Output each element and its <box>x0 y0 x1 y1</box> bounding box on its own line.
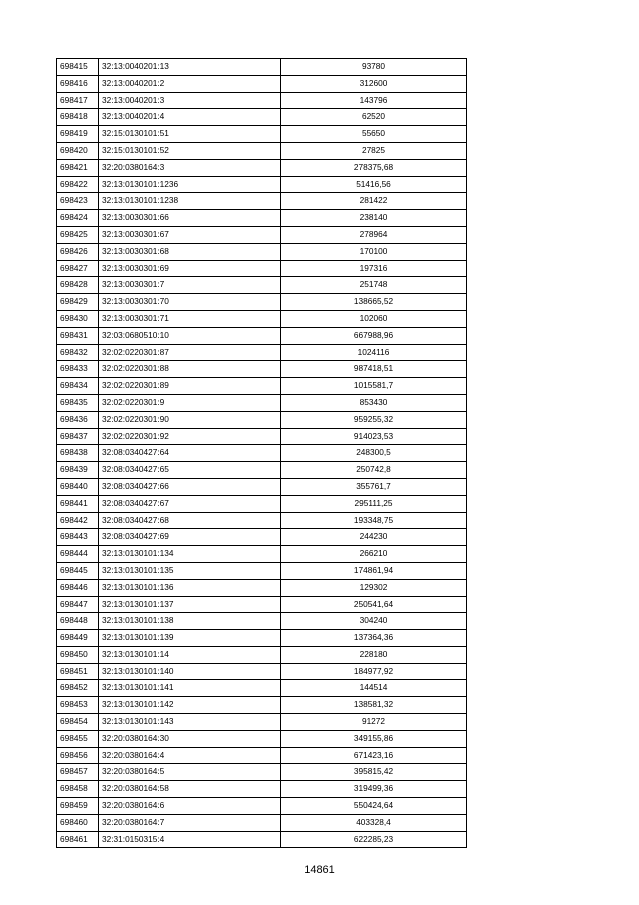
table-row <box>57 613 467 630</box>
row-id-cell: 698415 <box>57 59 99 76</box>
row-id-cell: 698418 <box>57 109 99 126</box>
table-row <box>57 462 467 479</box>
value-cell: 355761,7 <box>281 478 467 495</box>
value-cell: 27825 <box>281 142 467 159</box>
table-row <box>57 730 467 747</box>
value-cell: 193348,75 <box>281 512 467 529</box>
table-row <box>57 394 467 411</box>
value-cell: 312600 <box>281 75 467 92</box>
row-id-cell: 698428 <box>57 277 99 294</box>
value-cell: 987418,51 <box>281 361 467 378</box>
table-row <box>57 529 467 546</box>
value-cell: 278375,68 <box>281 159 467 176</box>
value-cell: 174861,94 <box>281 562 467 579</box>
value-cell: 395815,42 <box>281 764 467 781</box>
cadastral-number-cell: 32:13:0130101:1236 <box>99 176 281 193</box>
value-cell: 295111,25 <box>281 495 467 512</box>
value-cell: 403328,4 <box>281 814 467 831</box>
value-cell: 228180 <box>281 646 467 663</box>
cadastral-number-cell: 32:13:0040201:3 <box>99 92 281 109</box>
value-cell: 144514 <box>281 680 467 697</box>
cadastral-number-cell: 32:15:0130101:51 <box>99 126 281 143</box>
row-id-cell: 698440 <box>57 478 99 495</box>
cadastral-number-cell: 32:13:0030301:68 <box>99 243 281 260</box>
value-cell: 238140 <box>281 210 467 227</box>
row-id-cell: 698431 <box>57 327 99 344</box>
row-id-cell: 698445 <box>57 562 99 579</box>
cadastral-number-cell: 32:31:0150315:4 <box>99 831 281 848</box>
row-id-cell: 698461 <box>57 831 99 848</box>
cadastral-number-cell: 32:02:0220301:88 <box>99 361 281 378</box>
value-cell: 667988,96 <box>281 327 467 344</box>
cadastral-value-table <box>56 58 467 848</box>
table-row <box>57 478 467 495</box>
row-id-cell: 698456 <box>57 747 99 764</box>
value-cell: 550424,64 <box>281 798 467 815</box>
value-cell: 129302 <box>281 579 467 596</box>
table-row <box>57 277 467 294</box>
cadastral-number-cell: 32:15:0130101:52 <box>99 142 281 159</box>
table-row <box>57 159 467 176</box>
value-cell: 853430 <box>281 394 467 411</box>
row-id-cell: 698427 <box>57 260 99 277</box>
cadastral-number-cell: 32:02:0220301:89 <box>99 378 281 395</box>
cadastral-number-cell: 32:03:0680510:10 <box>99 327 281 344</box>
table-row <box>57 680 467 697</box>
cadastral-number-cell: 32:13:0130101:140 <box>99 663 281 680</box>
table-row <box>57 92 467 109</box>
table-row <box>57 243 467 260</box>
table-row <box>57 59 467 76</box>
row-id-cell: 698420 <box>57 142 99 159</box>
row-id-cell: 698430 <box>57 310 99 327</box>
value-cell: 197316 <box>281 260 467 277</box>
row-id-cell: 698423 <box>57 193 99 210</box>
cadastral-number-cell: 32:13:0040201:2 <box>99 75 281 92</box>
table-row <box>57 75 467 92</box>
row-id-cell: 698426 <box>57 243 99 260</box>
table-row <box>57 193 467 210</box>
cadastral-number-cell: 32:13:0130101:139 <box>99 630 281 647</box>
value-cell: 91272 <box>281 714 467 731</box>
table-row <box>57 697 467 714</box>
value-cell: 959255,32 <box>281 411 467 428</box>
value-cell: 244230 <box>281 529 467 546</box>
value-cell: 55650 <box>281 126 467 143</box>
value-cell: 138581,32 <box>281 697 467 714</box>
value-cell: 1015581,7 <box>281 378 467 395</box>
value-cell: 251748 <box>281 277 467 294</box>
cadastral-number-cell: 32:08:0340427:68 <box>99 512 281 529</box>
table-row <box>57 210 467 227</box>
row-id-cell: 698447 <box>57 596 99 613</box>
value-cell: 671423,16 <box>281 747 467 764</box>
value-cell: 622285,23 <box>281 831 467 848</box>
cadastral-number-cell: 32:20:0380164:6 <box>99 798 281 815</box>
cadastral-number-cell: 32:13:0130101:143 <box>99 714 281 731</box>
row-id-cell: 698450 <box>57 646 99 663</box>
cadastral-number-cell: 32:02:0220301:92 <box>99 428 281 445</box>
cadastral-number-cell: 32:02:0220301:87 <box>99 344 281 361</box>
cadastral-number-cell: 32:13:0130101:141 <box>99 680 281 697</box>
table-row <box>57 445 467 462</box>
cadastral-number-cell: 32:20:0380164:7 <box>99 814 281 831</box>
cadastral-number-cell: 32:13:0130101:136 <box>99 579 281 596</box>
cadastral-number-cell: 32:13:0030301:7 <box>99 277 281 294</box>
table-row <box>57 428 467 445</box>
row-id-cell: 698459 <box>57 798 99 815</box>
row-id-cell: 698444 <box>57 546 99 563</box>
value-cell: 93780 <box>281 59 467 76</box>
page-number: 14861 <box>304 864 335 876</box>
table-row <box>57 226 467 243</box>
table-row <box>57 714 467 731</box>
cadastral-number-cell: 32:20:0380164:58 <box>99 781 281 798</box>
row-id-cell: 698432 <box>57 344 99 361</box>
row-id-cell: 698425 <box>57 226 99 243</box>
table-row <box>57 310 467 327</box>
table-row <box>57 109 467 126</box>
row-id-cell: 698417 <box>57 92 99 109</box>
row-id-cell: 698421 <box>57 159 99 176</box>
row-id-cell: 698442 <box>57 512 99 529</box>
cadastral-number-cell: 32:20:0380164:4 <box>99 747 281 764</box>
row-id-cell: 698452 <box>57 680 99 697</box>
cadastral-number-cell: 32:20:0380164:3 <box>99 159 281 176</box>
value-cell: 137364,36 <box>281 630 467 647</box>
row-id-cell: 698457 <box>57 764 99 781</box>
cadastral-number-cell: 32:20:0380164:30 <box>99 730 281 747</box>
cadastral-number-cell: 32:13:0030301:69 <box>99 260 281 277</box>
row-id-cell: 698441 <box>57 495 99 512</box>
table-row <box>57 126 467 143</box>
value-cell: 319499,36 <box>281 781 467 798</box>
table-row <box>57 142 467 159</box>
table-row <box>57 814 467 831</box>
table-row <box>57 596 467 613</box>
cadastral-number-cell: 32:13:0130101:1238 <box>99 193 281 210</box>
row-id-cell: 698439 <box>57 462 99 479</box>
value-cell: 266210 <box>281 546 467 563</box>
value-cell: 278964 <box>281 226 467 243</box>
cadastral-number-cell: 32:13:0040201:4 <box>99 109 281 126</box>
cadastral-number-cell: 32:13:0130101:138 <box>99 613 281 630</box>
row-id-cell: 698460 <box>57 814 99 831</box>
row-id-cell: 698435 <box>57 394 99 411</box>
row-id-cell: 698429 <box>57 294 99 311</box>
table-row <box>57 579 467 596</box>
table-row <box>57 764 467 781</box>
value-cell: 914023,53 <box>281 428 467 445</box>
value-cell: 1024116 <box>281 344 467 361</box>
table-row <box>57 512 467 529</box>
row-id-cell: 698434 <box>57 378 99 395</box>
table-row <box>57 798 467 815</box>
row-id-cell: 698424 <box>57 210 99 227</box>
cadastral-number-cell: 32:08:0340427:66 <box>99 478 281 495</box>
value-cell: 250742,8 <box>281 462 467 479</box>
cadastral-number-cell: 32:08:0340427:69 <box>99 529 281 546</box>
value-cell: 143796 <box>281 92 467 109</box>
value-cell: 281422 <box>281 193 467 210</box>
value-cell: 349155,86 <box>281 730 467 747</box>
value-cell: 138665,52 <box>281 294 467 311</box>
cadastral-number-cell: 32:13:0130101:142 <box>99 697 281 714</box>
table-row <box>57 294 467 311</box>
value-cell: 184977,92 <box>281 663 467 680</box>
cadastral-number-cell: 32:13:0130101:135 <box>99 562 281 579</box>
table-row <box>57 327 467 344</box>
row-id-cell: 698446 <box>57 579 99 596</box>
table-row <box>57 747 467 764</box>
table-row <box>57 495 467 512</box>
cadastral-number-cell: 32:13:0130101:134 <box>99 546 281 563</box>
row-id-cell: 698438 <box>57 445 99 462</box>
value-cell: 248300,5 <box>281 445 467 462</box>
value-cell: 250541,64 <box>281 596 467 613</box>
table-row <box>57 378 467 395</box>
row-id-cell: 698455 <box>57 730 99 747</box>
table-row <box>57 663 467 680</box>
value-cell: 62520 <box>281 109 467 126</box>
table-row <box>57 630 467 647</box>
cadastral-number-cell: 32:08:0340427:65 <box>99 462 281 479</box>
cadastral-number-cell: 32:13:0030301:70 <box>99 294 281 311</box>
row-id-cell: 698443 <box>57 529 99 546</box>
row-id-cell: 698454 <box>57 714 99 731</box>
table-row <box>57 260 467 277</box>
row-id-cell: 698419 <box>57 126 99 143</box>
cadastral-number-cell: 32:13:0130101:14 <box>99 646 281 663</box>
cadastral-number-cell: 32:13:0040201:13 <box>99 59 281 76</box>
value-cell: 170100 <box>281 243 467 260</box>
table-row <box>57 344 467 361</box>
cadastral-number-cell: 32:08:0340427:67 <box>99 495 281 512</box>
cadastral-number-cell: 32:20:0380164:5 <box>99 764 281 781</box>
table-row <box>57 361 467 378</box>
cadastral-number-cell: 32:13:0030301:67 <box>99 226 281 243</box>
row-id-cell: 698448 <box>57 613 99 630</box>
table-row <box>57 646 467 663</box>
row-id-cell: 698458 <box>57 781 99 798</box>
cadastral-number-cell: 32:02:0220301:9 <box>99 394 281 411</box>
table-body <box>57 59 467 848</box>
row-id-cell: 698453 <box>57 697 99 714</box>
row-id-cell: 698422 <box>57 176 99 193</box>
cadastral-number-cell: 32:02:0220301:90 <box>99 411 281 428</box>
table-row <box>57 831 467 848</box>
cadastral-number-cell: 32:13:0130101:137 <box>99 596 281 613</box>
row-id-cell: 698433 <box>57 361 99 378</box>
table-row <box>57 176 467 193</box>
cadastral-number-cell: 32:13:0030301:66 <box>99 210 281 227</box>
row-id-cell: 698451 <box>57 663 99 680</box>
row-id-cell: 698449 <box>57 630 99 647</box>
table-row <box>57 411 467 428</box>
table-row <box>57 546 467 563</box>
table-row <box>57 781 467 798</box>
row-id-cell: 698416 <box>57 75 99 92</box>
cadastral-number-cell: 32:13:0030301:71 <box>99 310 281 327</box>
row-id-cell: 698437 <box>57 428 99 445</box>
value-cell: 304240 <box>281 613 467 630</box>
value-cell: 102060 <box>281 310 467 327</box>
value-cell: 51416,56 <box>281 176 467 193</box>
table-row <box>57 562 467 579</box>
cadastral-number-cell: 32:08:0340427:64 <box>99 445 281 462</box>
row-id-cell: 698436 <box>57 411 99 428</box>
